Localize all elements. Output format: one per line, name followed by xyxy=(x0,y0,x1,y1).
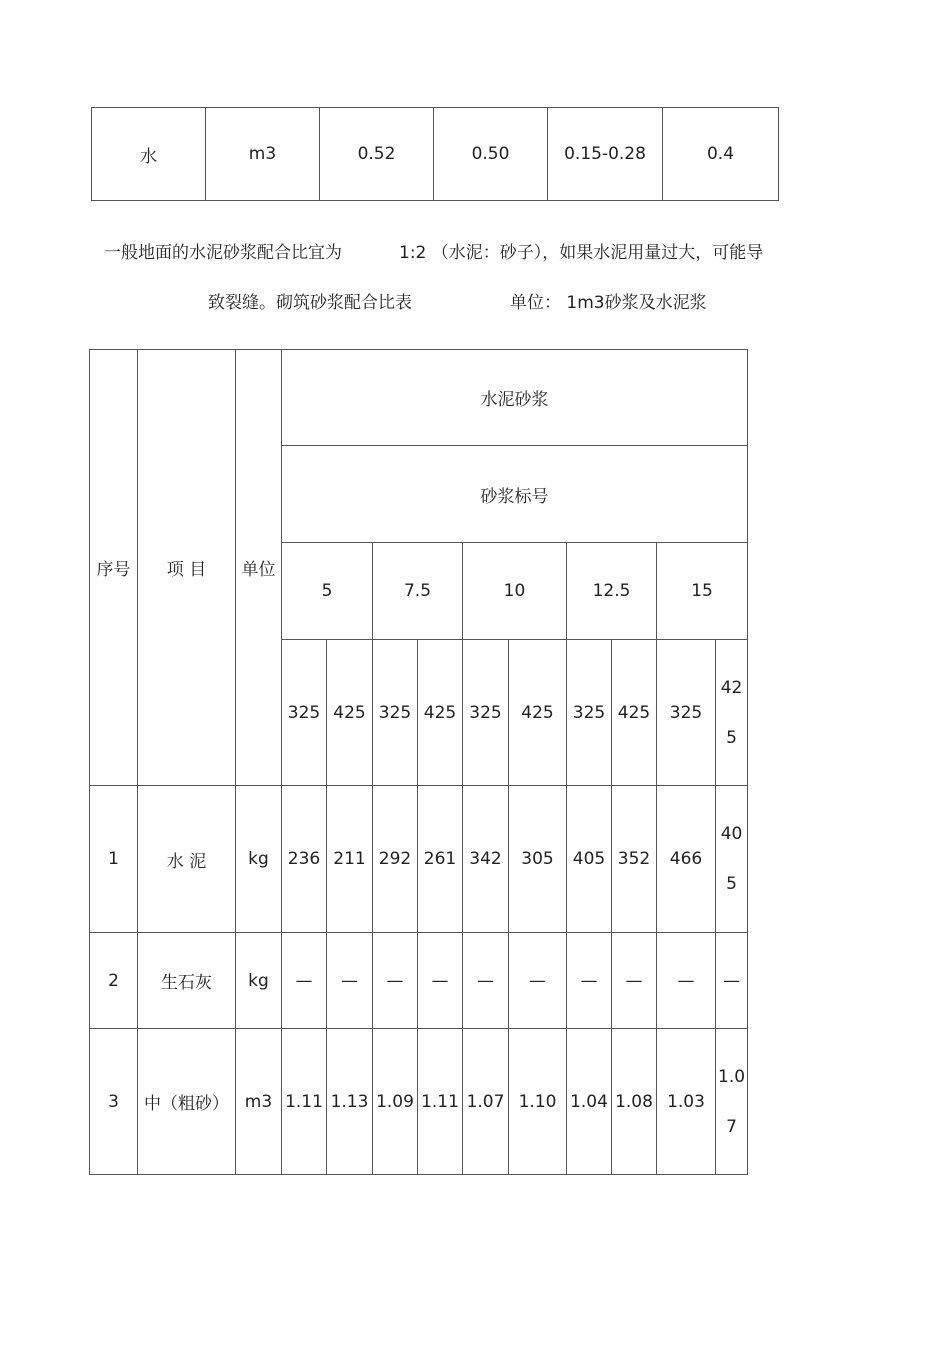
row-seq: 1 xyxy=(90,786,138,933)
table-cell: 211 xyxy=(327,786,373,933)
grade-header: 10 xyxy=(463,543,567,640)
row-seq: 3 xyxy=(90,1029,138,1175)
table-cell: — xyxy=(463,933,509,1029)
table-cell: — xyxy=(716,933,748,1029)
table-cell: — xyxy=(327,933,373,1029)
table-cell: m3 xyxy=(206,108,320,201)
table-cell: 1.03 xyxy=(657,1029,716,1175)
table-row xyxy=(90,1029,748,1175)
table-cell: 0.4 xyxy=(663,108,779,201)
grade-header: 7.5 xyxy=(373,543,463,640)
row-unit: kg xyxy=(236,933,282,1029)
header-group: 水泥砂浆 xyxy=(282,350,748,446)
row-item: 中（粗砂） xyxy=(138,1029,236,1175)
row-item: 生石灰 xyxy=(138,933,236,1029)
water-row-table xyxy=(91,107,779,201)
header-item: 项 目 xyxy=(138,350,236,786)
paragraph-line-1a: 一般地面的水泥砂浆配合比宜为 xyxy=(104,243,342,263)
cement-type-header: 325 xyxy=(463,640,509,786)
table-cell: 1.11 xyxy=(418,1029,463,1175)
cement-type-header: 325 xyxy=(373,640,418,786)
row-item: 水 泥 xyxy=(138,786,236,933)
table-cell: 305 xyxy=(509,786,567,933)
table-row xyxy=(92,108,779,201)
cement-type-header: 425 xyxy=(612,640,657,786)
table-cell: 水 xyxy=(92,108,206,201)
row-unit: m3 xyxy=(236,1029,282,1175)
header-subgroup: 砂浆标号 xyxy=(282,446,748,543)
table-cell: — xyxy=(612,933,657,1029)
paragraph-line-2b: 单位： 1m3砂浆及水泥浆 xyxy=(510,293,707,313)
table-cell: 1.10 xyxy=(509,1029,567,1175)
table-cell: — xyxy=(282,933,327,1029)
table-cell: 1.11 xyxy=(282,1029,327,1175)
table-cell: 1.08 xyxy=(612,1029,657,1175)
header-row xyxy=(90,350,748,446)
table-cell: 405 xyxy=(567,786,612,933)
row-unit: kg xyxy=(236,786,282,933)
cement-type-header: 425 xyxy=(327,640,373,786)
table-cell: 0.15-0.28 xyxy=(548,108,663,201)
paragraph-line-2a: 致裂缝。砌筑砂浆配合比表 xyxy=(208,293,412,313)
table-row xyxy=(90,933,748,1029)
table-cell: 466 xyxy=(657,786,716,933)
table-cell: 0.52 xyxy=(320,108,434,201)
table-cell: — xyxy=(657,933,716,1029)
table-cell: 1.09 xyxy=(373,1029,418,1175)
table-cell: 236 xyxy=(282,786,327,933)
grade-header: 12.5 xyxy=(567,543,657,640)
table-row xyxy=(90,786,748,933)
table-cell: — xyxy=(418,933,463,1029)
paragraph-line-1b: 1:2 （水泥：砂子），如果水泥用量过大，可能导 xyxy=(399,243,764,263)
table-cell: 292 xyxy=(373,786,418,933)
mortar-mix-table xyxy=(89,349,748,1175)
table-cell: 352 xyxy=(612,786,657,933)
cement-type-header: 325 xyxy=(282,640,327,786)
table-cell: 405 xyxy=(716,786,748,933)
table-cell: 342 xyxy=(463,786,509,933)
table-cell: — xyxy=(567,933,612,1029)
grade-header: 15 xyxy=(657,543,748,640)
table-cell: — xyxy=(373,933,418,1029)
table-cell: — xyxy=(509,933,567,1029)
header-unit: 单位 xyxy=(236,350,282,786)
table-cell: 1.07 xyxy=(716,1029,748,1175)
table-cell: 261 xyxy=(418,786,463,933)
table-cell: 0.50 xyxy=(434,108,548,201)
cement-type-header: 325 xyxy=(657,640,716,786)
table-cell: 1.04 xyxy=(567,1029,612,1175)
row-seq: 2 xyxy=(90,933,138,1029)
cement-type-header: 425 xyxy=(418,640,463,786)
grade-header: 5 xyxy=(282,543,373,640)
table-cell: 1.07 xyxy=(463,1029,509,1175)
table-cell: 1.13 xyxy=(327,1029,373,1175)
header-seq: 序号 xyxy=(90,350,138,786)
cement-type-header: 425 xyxy=(509,640,567,786)
cement-type-header: 425 xyxy=(716,640,748,786)
cement-type-header: 325 xyxy=(567,640,612,786)
